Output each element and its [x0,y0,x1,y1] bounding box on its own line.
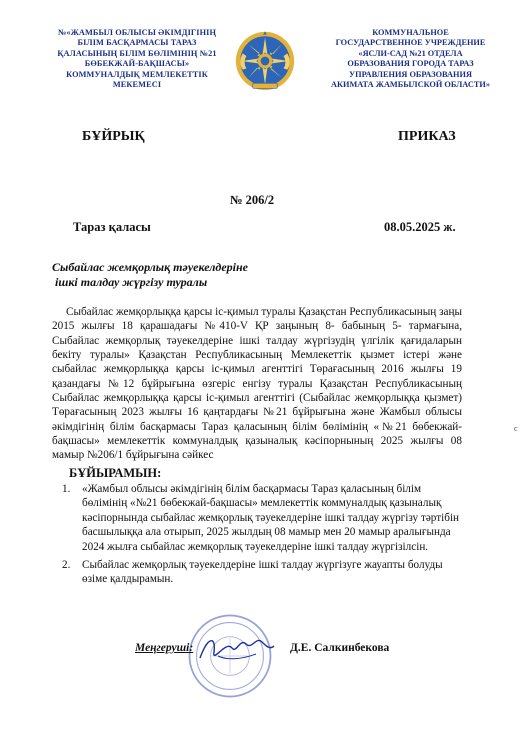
order-number: № 206/2 [230,193,275,207]
list-item [52,558,462,587]
item-text: «Жамбыл облысы әкімдігінің білім басқармасы Тараз қаласының білім бөлімінің «№21 бөбекжай-бақшасы» мемлекеттік коммуналдық қазыналық кәсіпорнында сыбайлас жемқорлық тәуекелдеріне ішкі талдау жүргізу тәртібін басшылыққа ала отырып, 2025 жылдың 08 мамыр мен 20 мамыр аралығында 2024 жылға сыбайлас жемқорлық тәуекелдеріне ішкі талдау жүргізілсін. [82,483,460,553]
header-line: АКИМАТА ЖАМБЫЛСКОЙ ОБЛАСТИ» [331,80,490,90]
header-line: ҚАЛАСЫНЫҢ БІЛІМ БӨЛІМІНІҢ №21 [57,48,217,58]
signature-label: Меңгеруші: [135,642,194,654]
item-text: Сыбайлас жемқорлық тәуекелдеріне ішкі талдау жүргізуге жауапты болуды өзіме қалдырамын. [82,559,443,586]
handwritten-signature-icon [196,630,276,670]
header-line: ОБРАЗОВАНИЯ ГОРОДА ТАРАЗ [347,59,474,69]
order-date: 08.05.2025 ж. [384,220,456,234]
header-line: БІЛІМ БАСҚАРМАСЫ ТАРАЗ [77,38,197,48]
item-number: 1. [62,483,71,495]
order-title-ru: ПРИКАЗ [398,129,456,144]
header-line: КОММУНАЛЬНОЕ [372,28,449,37]
header-line: КОММУНАЛДЫҚ МЕМЛЕКЕТТІК [66,69,208,79]
order-items-list [52,482,462,591]
signatory-name: Д.Е. Салкинбекова [290,642,390,654]
orders-heading: БҰЙЫРАМЫН: [69,466,162,480]
header-line: «ЯСЛИ-САД №21 ОТДЕЛА [358,48,463,58]
order-subject [52,260,248,290]
header-line: МЕКЕМЕСІ [112,80,162,90]
list-item [52,482,462,554]
state-emblem-icon [234,30,296,92]
header-institution-ru [318,28,503,90]
header-line: УПРАВЛЕНИЯ ОБРАЗОВАНИЯ [349,69,472,79]
header-line: №«ЖАМБЫЛ ОБЛЫСЫ ӘКІМДІГІНІҢ [57,28,217,37]
preamble-text: Сыбайлас жемқорлыққа қарсы іс-қимыл туралы Қазақстан Республикасының заңы 2015 жылғы 18 қарашадағы №410-V ҚР заңының 8- бабының 5- тармағына, Сыбайлас жемқорлық тәуекелдеріне ішкі талдау жүргізудің үлгілік қағидаларын бекіту туралы» Қазақстан Республикасының Мемлекеттік қызмет істері және сыбайлас жемқорлыққа қарсы іс-қимыл агенттігі Төрағасының 2016 жылғы 19 қазандағы №12 бұйрығына өзгеріс енгізу туралы Қазақстан Республикасының Сыбайлас жемқорлыққа қарсы іс-қимыл агенттігі (Сыбайлас жемқорлыққа қызмет) Төрағасының 2023 жылғы 16 қаңтардағы №21 бұйрығына және Жамбыл облысы әкімдігінің білім басқармасы Тараз қаласының білім бөлімінің «№21 бөбекжай-бақшасы» мемлекеттік коммуналдық қазыналық кәсіпорнының 2025 жылғы 08 мамыр №206/1 бұйрығына сәйкес [52,306,462,462]
preamble [52,305,462,463]
order-title-kz: БҰЙРЫҚ [82,129,145,144]
subject-line: Сыбайлас жемқорлық тәуекелдеріне [52,260,249,274]
item-number: 2. [62,559,71,572]
order-city: Тараз қаласы [73,220,151,234]
header-institution-kz [52,28,222,90]
margin-mark: с [514,424,518,433]
header-line: ГОСУДАРСТВЕННОЕ УЧРЕЖДЕНИЕ [335,38,486,48]
subject-line: ішкі талдау жүргізу туралы [52,275,208,289]
header-line: БӨБЕКЖАЙ-БАҚШАСЫ» [84,59,190,69]
